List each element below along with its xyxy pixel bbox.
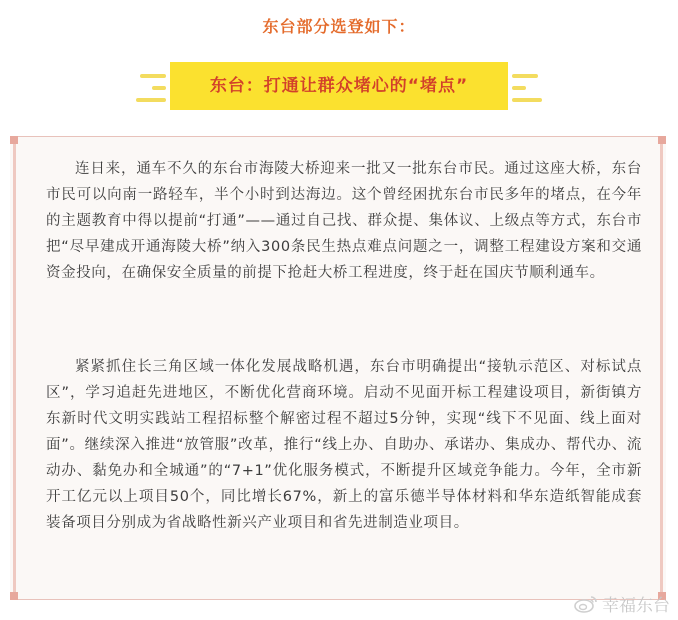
- banner-deco-right-top: [512, 74, 538, 78]
- section-intro: 东台部分选登如下：: [262, 17, 416, 36]
- frame-corner-top-right: [658, 136, 666, 144]
- article-paragraph-2: 紧紧抓住长三角区域一体化发展战略机遇，东台市明确提出“接轨示范区、对标试点区”，学习追赶先进地区，不断优化营商环境。启动不见面开标工程建设项目，新街镇方东新时代文明实践站工程招标整个解密过程不超过5分钟，实现“线下不见面、线上面对面”。继续深入推进“放管服”改革，推行“线上办、自助办、承诺办、集成办、帮代办、流动办、黏免办和全城通”的“7+1”优化服务模式，不断提升区域竞争能力。今年，全市新开工亿元以上项目50个，同比增长67%，新上的富乐德半导体材料和华东造纸智能成套装备项目分别成为省战略性新兴产业项目和省先进制造业项目。: [46, 359, 642, 531]
- frame-left-bar: [13, 144, 16, 592]
- weibo-icon: [574, 595, 598, 613]
- frame-corner-top-left: [10, 136, 18, 144]
- article-frame: [10, 136, 666, 600]
- banner-deco-right-mid: [512, 86, 526, 90]
- watermark: [574, 591, 670, 616]
- banner-deco-right-bottom: [512, 98, 542, 102]
- headline-banner: [0, 58, 678, 114]
- banner-deco-left-top: [140, 74, 166, 78]
- frame-corner-bottom-left: [10, 592, 18, 600]
- banner-deco-left-mid: [152, 86, 166, 90]
- banner-deco-left-bottom: [136, 98, 166, 102]
- frame-top-line: [10, 136, 666, 137]
- frame-right-bar: [660, 144, 663, 592]
- banner-title: 东台：打通让群众堵心的“堵点”: [170, 62, 508, 110]
- article-paragraph-1: 连日来，通车不久的东台市海陵大桥迎来一批又一批东台市民。通过这座大桥，东台市民可以向南一路轻车，半个小时到达海边。这个曾经困扰东台市民多年的堵点，在今年的主题教育中得以提前“打通”——通过自己找、群众提、集体议、上级点等方式，东台市把“尽早建成开通海陵大桥”纳入300条民生热点难点问题之一，调整工程建设方案和交通资金投向，在确保安全质量的前提下抢赶大桥工程进度，终于赶在国庆节顺利通车。: [46, 161, 642, 281]
- watermark-text: 幸福东台: [602, 596, 670, 616]
- frame-bottom-line: [10, 599, 666, 600]
